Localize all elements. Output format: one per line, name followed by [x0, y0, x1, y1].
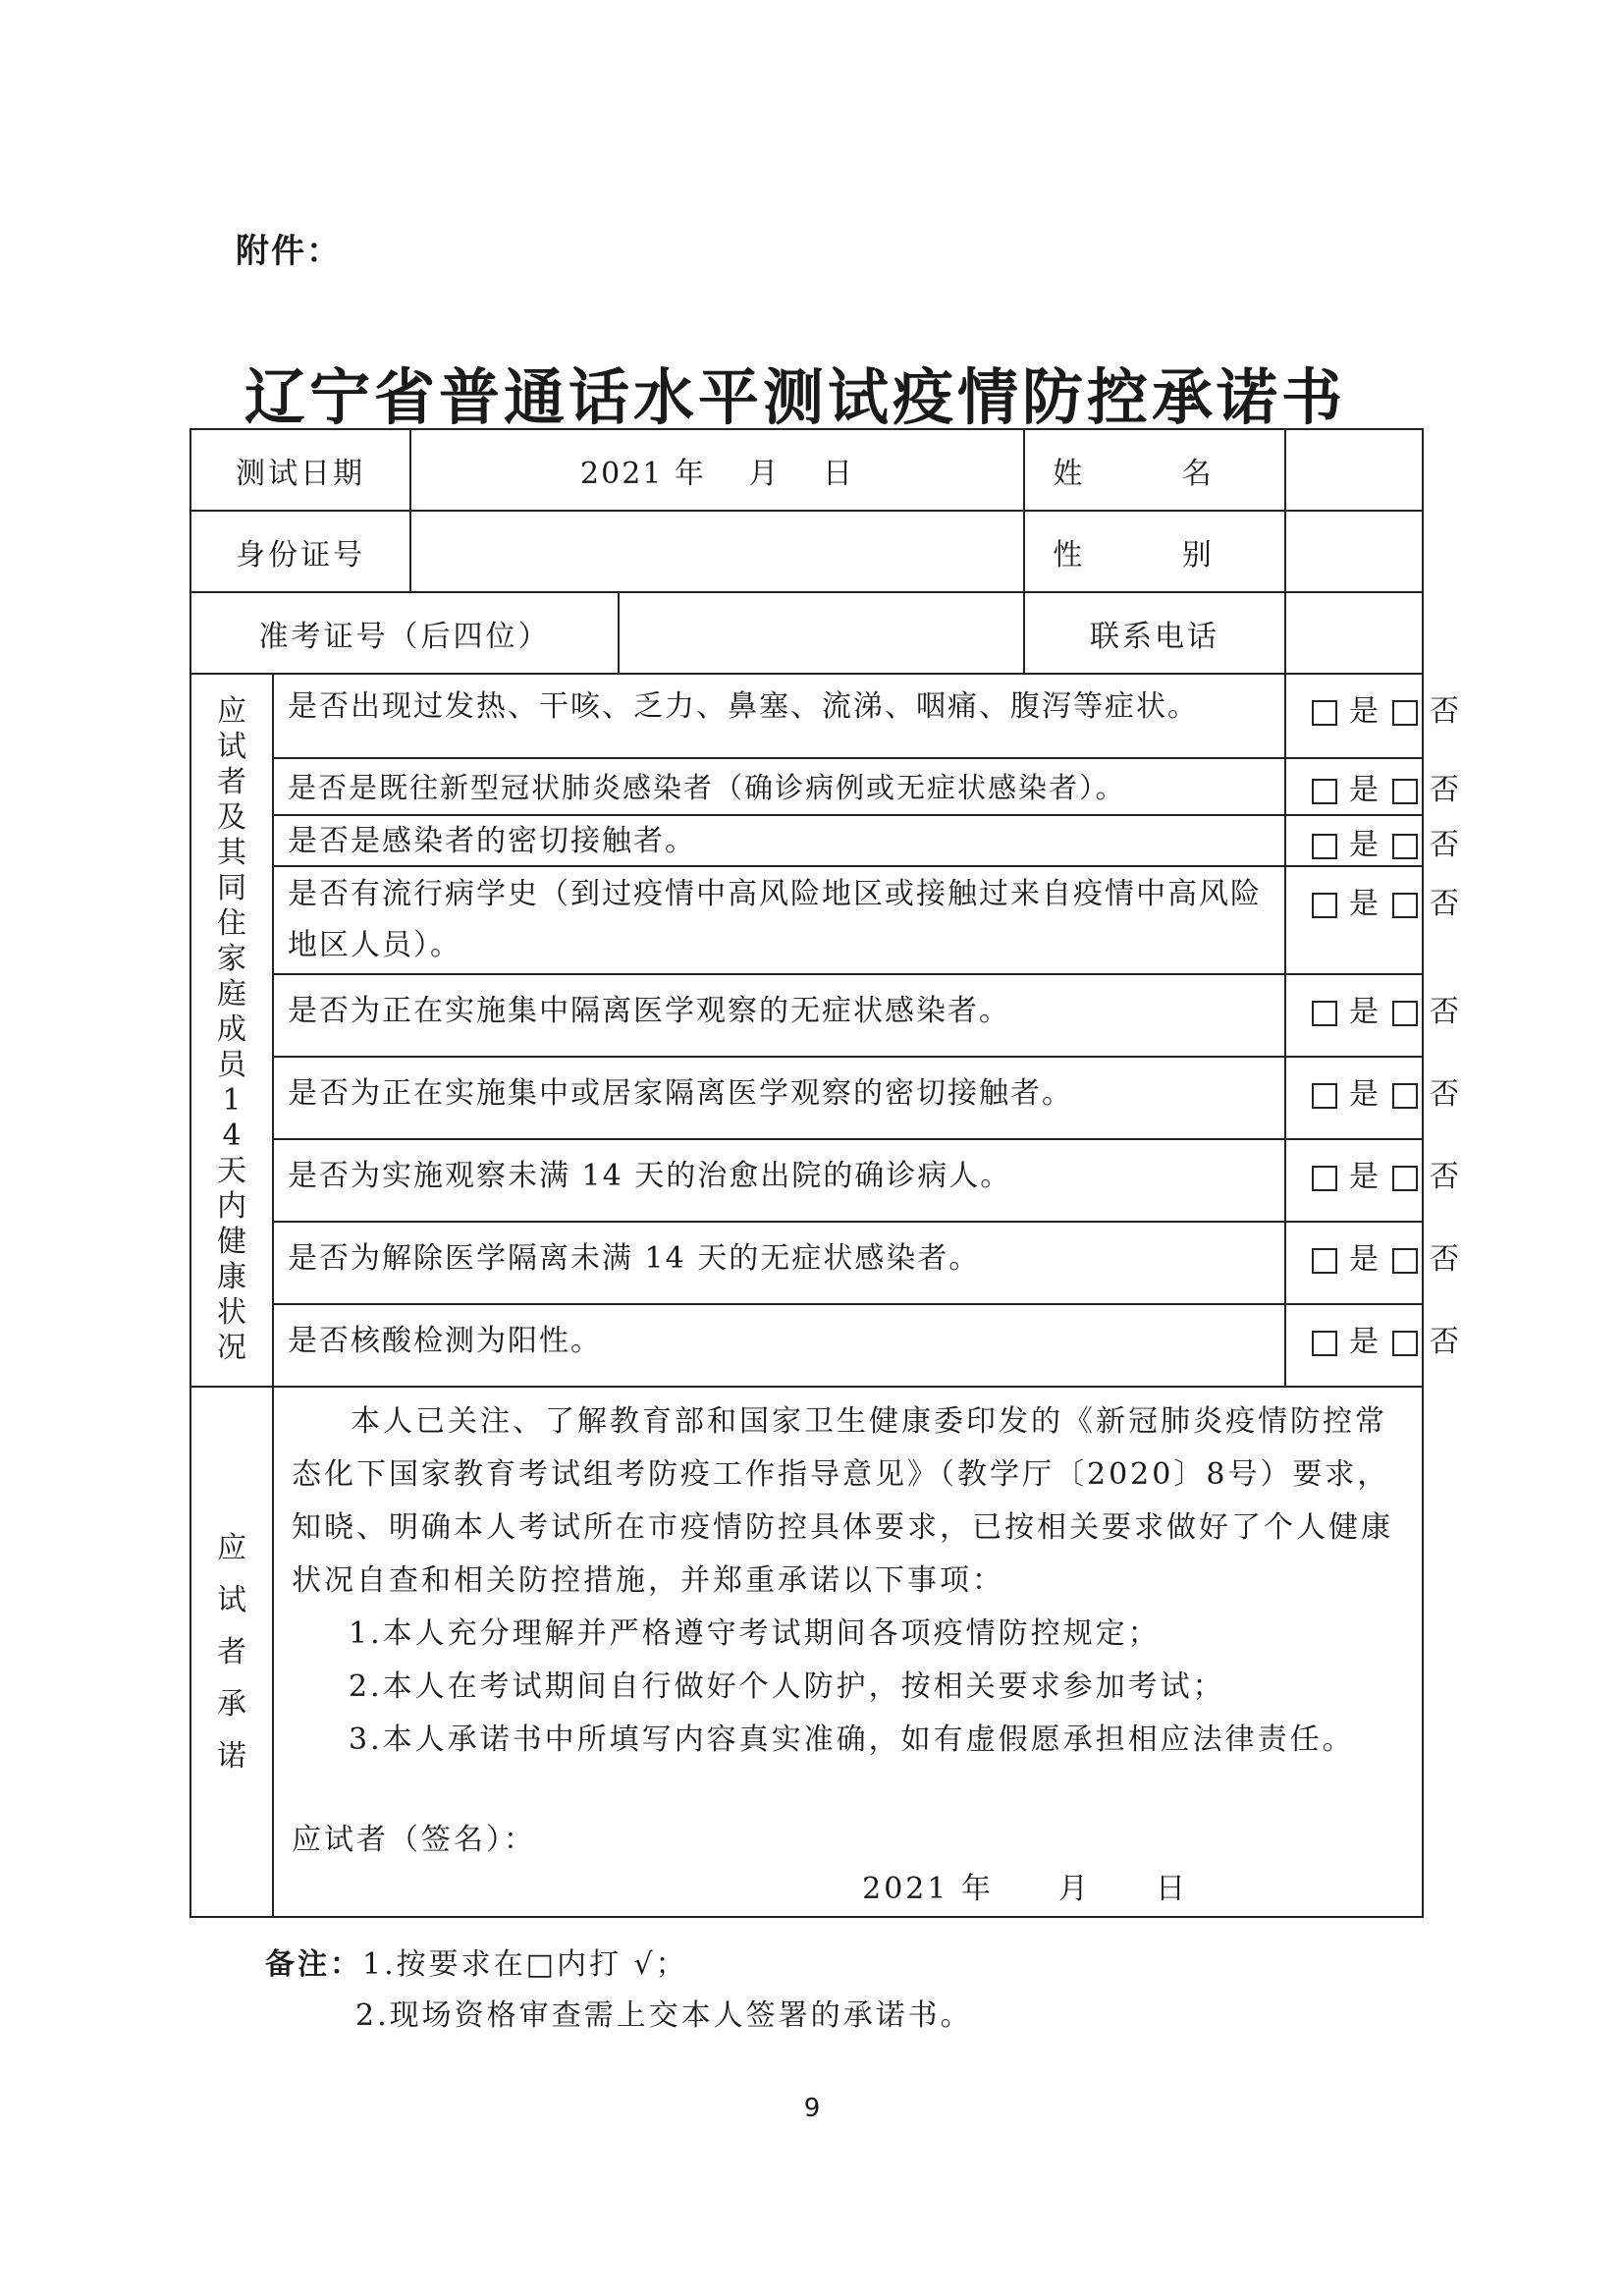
question-text: 是否核酸检测为阳性。 [273, 1304, 1285, 1387]
question-row [190, 758, 1423, 815]
document-title: 辽宁省普通话水平测试疫情防控承诺书 [244, 361, 1346, 433]
no-checkbox[interactable] [1392, 893, 1418, 918]
yes-checkbox[interactable] [1312, 700, 1337, 726]
yes-no-choice[interactable]: 是 否 [1285, 758, 1423, 815]
pledge-section-label: 应试者承诺 [190, 1387, 273, 1917]
question-row [190, 974, 1423, 1057]
question-row [190, 1222, 1423, 1304]
id-number-field[interactable] [410, 511, 1024, 592]
yes-no-choice[interactable]: 是 否 [1285, 1139, 1423, 1222]
gender-label: 性 别 [1024, 511, 1285, 592]
yes-no-choice[interactable]: 是 否 [1285, 1222, 1423, 1304]
question-text: 是否出现过发热、干咳、乏力、鼻塞、流涕、咽痛、腹泻等症状。 [273, 674, 1285, 758]
ticket-number-label: 准考证号（后四位） [190, 592, 619, 674]
question-row [190, 815, 1423, 866]
notes-block [265, 1940, 973, 2042]
no-checkbox[interactable] [1392, 779, 1418, 804]
question-text: 是否为实施观察未满 14 天的治愈出院的确诊病人。 [273, 1139, 1285, 1222]
yes-no-choice[interactable]: 是 否 [1285, 815, 1423, 866]
yes-checkbox[interactable] [1312, 779, 1337, 804]
name-label: 姓 名 [1024, 429, 1285, 511]
note-item: 1.按要求在□内打 √； [362, 1947, 688, 1982]
test-date-label: 测试日期 [190, 429, 410, 511]
page-number: 9 [803, 2094, 821, 2123]
no-checkbox[interactable] [1392, 1331, 1418, 1356]
no-checkbox[interactable] [1392, 834, 1418, 859]
question-row [190, 1139, 1423, 1222]
ticket-number-field[interactable] [619, 592, 1024, 674]
pledge-content [273, 1387, 1423, 1917]
no-checkbox[interactable] [1392, 1166, 1418, 1191]
name-field[interactable] [1285, 429, 1423, 511]
yes-checkbox[interactable] [1312, 834, 1337, 859]
yes-no-choice[interactable]: 是 否 [1285, 674, 1423, 758]
question-row [190, 1057, 1423, 1139]
pledge-form-table [189, 428, 1461, 1918]
row-date-name [190, 429, 1423, 511]
question-row [190, 674, 1423, 758]
yes-checkbox[interactable] [1312, 1331, 1337, 1356]
row-ticket-phone [190, 592, 1423, 674]
yes-checkbox[interactable] [1312, 893, 1337, 918]
question-text: 是否有流行病学史（到过疫情中高风险地区或接触过来自疫情中高风险地区人员）。 [273, 866, 1285, 974]
question-text: 是否为正在实施集中隔离医学观察的无症状感染者。 [273, 974, 1285, 1057]
pledge-row [190, 1387, 1423, 1917]
test-date-value[interactable]: 2021 年 月 日 [410, 429, 1024, 511]
row-id-gender [190, 511, 1423, 592]
yes-no-choice[interactable]: 是 否 [1285, 1304, 1423, 1387]
yes-checkbox[interactable] [1312, 1083, 1337, 1109]
phone-label: 联系电话 [1024, 592, 1285, 674]
id-number-label: 身份证号 [190, 511, 410, 592]
no-checkbox[interactable] [1392, 1248, 1418, 1274]
question-text: 是否为正在实施集中或居家隔离医学观察的密切接触者。 [273, 1057, 1285, 1139]
yes-checkbox[interactable] [1312, 1001, 1337, 1026]
health-section-label: 应试者及其同住家庭成员14天内健康状况 [190, 674, 273, 1387]
note-item: 2.现场资格审查需上交本人签署的承诺书。 [355, 1998, 973, 2033]
attachment-label: 附件： [236, 232, 342, 271]
no-checkbox[interactable] [1392, 700, 1418, 726]
notes-label: 备注： [265, 1947, 362, 1982]
no-checkbox[interactable] [1392, 1001, 1418, 1026]
question-text: 是否为解除医学隔离未满 14 天的无症状感染者。 [273, 1222, 1285, 1304]
signature-date[interactable]: 2021 年 月 日 [862, 1872, 1188, 1906]
gender-field[interactable] [1285, 511, 1423, 592]
pledge-item: 2.本人在考试期间自行做好个人防护，按相关要求参加考试； [349, 1669, 1225, 1704]
pledge-item: 1.本人充分理解并严格遵守考试期间各项疫情防控规定； [349, 1616, 1161, 1651]
yes-no-choice[interactable]: 是 否 [1285, 974, 1423, 1057]
yes-no-choice[interactable]: 是 否 [1285, 1057, 1423, 1139]
signature-label[interactable]: 应试者（签名）： [292, 1823, 536, 1857]
yes-no-choice[interactable]: 是 否 [1285, 866, 1423, 974]
pledge-intro: 本人已关注、了解教育部和国家卫生健康委印发的《新冠肺炎疫情防控常态化下国家教育考试组考防疫工作指导意见》（教学厅〔2020〕8号）要求，知晓、明确本人考试所在市疫情防控具体要求，已按相关要求做好了个人健康状况自查和相关防控措施，并郑重承诺以下事项： [292, 1404, 1393, 1598]
pledge-item: 3.本人承诺书中所填写内容真实准确，如有虚假愿承担相应法律责任。 [349, 1722, 1355, 1757]
question-row [190, 1304, 1423, 1387]
question-text: 是否是感染者的密切接触者。 [273, 815, 1285, 866]
yes-checkbox[interactable] [1312, 1248, 1337, 1274]
question-text: 是否是既往新型冠状肺炎感染者（确诊病例或无症状感染者）。 [273, 758, 1285, 815]
phone-field[interactable] [1285, 592, 1423, 674]
question-row [190, 866, 1423, 974]
yes-checkbox[interactable] [1312, 1166, 1337, 1191]
no-checkbox[interactable] [1392, 1083, 1418, 1109]
